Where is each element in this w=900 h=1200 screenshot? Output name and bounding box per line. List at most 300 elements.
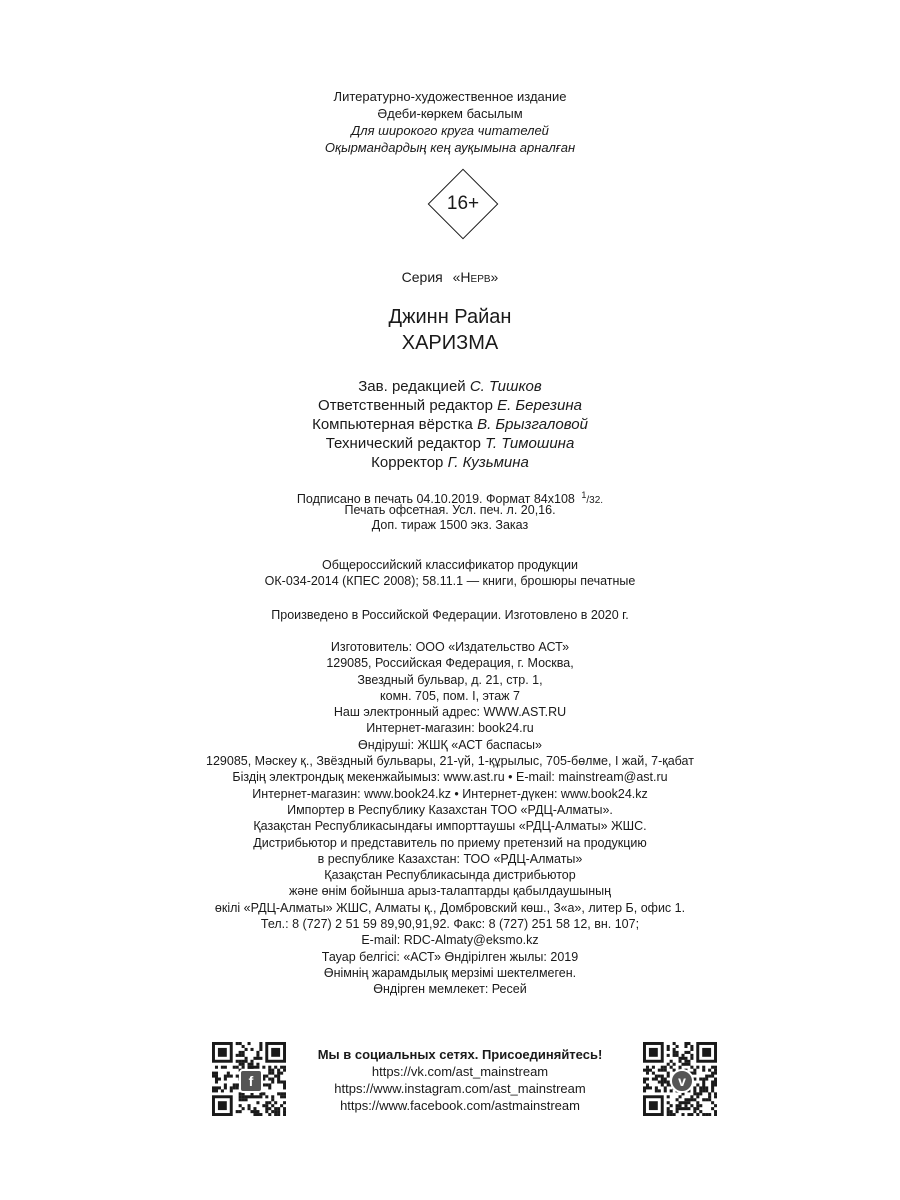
qr-module [702, 1098, 705, 1101]
qr-module [652, 1066, 655, 1069]
qr-module [224, 1078, 227, 1081]
qr-module [259, 1045, 262, 1048]
qr-module [259, 1095, 262, 1098]
qr-module [696, 1095, 699, 1098]
qr-module [681, 1113, 684, 1116]
qr-module [253, 1057, 256, 1060]
qr-module [693, 1092, 696, 1095]
qr-module [256, 1051, 259, 1054]
qr-module [236, 1060, 239, 1063]
qr-module [646, 1066, 649, 1069]
qr-module [714, 1078, 717, 1081]
imprint-line: E-mail: RDC-Almaty@eksmo.kz [361, 933, 539, 948]
qr-module [277, 1110, 280, 1113]
series-name: «Нерв» [452, 269, 499, 285]
qr-module [714, 1083, 717, 1086]
qr-module [658, 1089, 661, 1092]
qr-module [239, 1104, 242, 1107]
qr-module [667, 1113, 670, 1116]
credit-person: В. Брызгаловой [477, 416, 588, 433]
qr-module [224, 1075, 227, 1078]
qr-module [679, 1104, 682, 1107]
qr-module [283, 1101, 286, 1104]
classifier-line-1: Общероссийский классификатор продукции [321, 558, 579, 572]
qr-module [242, 1095, 245, 1098]
qr-module [242, 1054, 245, 1057]
qr-module [253, 1110, 256, 1113]
qr-module [239, 1042, 242, 1045]
book-title: ХАРИЗМА [401, 332, 499, 354]
qr-module [271, 1078, 274, 1081]
qr-module [693, 1098, 696, 1101]
qr-module [652, 1072, 655, 1075]
credit-line [0, 415, 900, 434]
social-link-vk[interactable]: https://vk.com/ast_mainstream [371, 1064, 549, 1079]
qr-module [271, 1104, 274, 1107]
qr-module [274, 1110, 277, 1113]
qr-module [262, 1066, 265, 1069]
qr-module [218, 1078, 221, 1081]
qr-module [667, 1101, 670, 1104]
imprint-line: Тауар белгісі: «АСТ» Өндірілген жылы: 2019 [321, 949, 579, 964]
qr-module [215, 1066, 218, 1069]
qr-module [687, 1113, 690, 1116]
qr-module [661, 1083, 664, 1086]
qr-module [667, 1110, 670, 1113]
qr-module [673, 1048, 676, 1051]
qr-module [643, 1069, 646, 1072]
qr-module [702, 1113, 705, 1116]
imprint-line: Өндіруші: ЖШҚ «АСТ баспасы» [358, 737, 542, 752]
social-block [290, 1046, 630, 1114]
qr-module [711, 1089, 714, 1092]
qr-module [256, 1095, 259, 1098]
qr-module [646, 1078, 649, 1081]
qr-module [711, 1072, 714, 1075]
qr-module [239, 1051, 242, 1054]
qr-module [667, 1083, 670, 1086]
qr-module [690, 1057, 693, 1060]
qr-module [268, 1072, 271, 1075]
qr-module [280, 1080, 283, 1083]
qr-module [283, 1066, 286, 1069]
qr-module [259, 1113, 262, 1116]
qr-module [256, 1054, 259, 1057]
imprint-line: өкілі «РДЦ-Алматы» ЖШС, Алматы қ., Домбровский көш., 3«а», литер Б, офис 1. [214, 900, 686, 915]
qr-module [670, 1066, 673, 1069]
qr-module [676, 1098, 679, 1101]
qr-module [643, 1089, 646, 1092]
qr-module [256, 1101, 259, 1104]
credit-role: Компьютерная вёрстка [312, 416, 473, 433]
qr-module [684, 1057, 687, 1060]
qr-module [690, 1066, 693, 1069]
qr-module [667, 1063, 670, 1066]
qr-module [233, 1086, 236, 1089]
qr-module [667, 1054, 670, 1057]
qr-module [699, 1089, 702, 1092]
imprint-line: Наш электронный адрес: WWW.AST.RU [333, 705, 567, 720]
imprint-line: Тел.: 8 (727) 2 51 59 89,90,91,92. Факс: 8 (727) 251 58 12, вн. 107; [260, 917, 640, 932]
qr-module [711, 1107, 714, 1110]
qr-module [268, 1078, 271, 1081]
imprint-line: Өндірген мемлекет: Ресей [373, 982, 527, 997]
qr-module [248, 1042, 251, 1045]
qr-module [702, 1066, 705, 1069]
qr-module [221, 1089, 224, 1092]
qr-module [646, 1083, 649, 1086]
qr-module [277, 1080, 280, 1083]
qr-module [268, 1066, 271, 1069]
qr-module [643, 1086, 646, 1089]
qr-module [277, 1092, 280, 1095]
qr-module [253, 1107, 256, 1110]
qr-finder [702, 1048, 711, 1057]
qr-module [673, 1051, 676, 1054]
credit-person: С. Тишков [469, 378, 542, 395]
qr-module [245, 1095, 248, 1098]
qr-module [711, 1083, 714, 1086]
qr-module [664, 1069, 667, 1072]
qr-module [280, 1104, 283, 1107]
qr-module [667, 1048, 670, 1051]
qr-module [681, 1107, 684, 1110]
qr-module [711, 1086, 714, 1089]
qr-module [646, 1069, 649, 1072]
qr-module [708, 1098, 711, 1101]
qr-module [687, 1042, 690, 1045]
qr-module [699, 1110, 702, 1113]
qr-module [227, 1072, 230, 1075]
qr-module [658, 1075, 661, 1078]
qr-module [705, 1075, 708, 1078]
qr-module [271, 1072, 274, 1075]
imprint-line: Өнімнің жарамдылық мерзімі шектелмеген. [323, 965, 577, 980]
qr-module [224, 1066, 227, 1069]
qr-module [687, 1063, 690, 1066]
imprint-line: Қазақстан Республикасында дистрибьютор [324, 868, 576, 883]
imprint-line: Звездный бульвар, д. 21, стр. 1, [357, 672, 543, 687]
qr-module [242, 1051, 245, 1054]
qr-module [248, 1107, 251, 1110]
qr-module [676, 1110, 679, 1113]
credit-role: Зав. редакцией [358, 378, 466, 395]
qr-module [667, 1045, 670, 1048]
qr-module [268, 1069, 271, 1072]
qr-module [271, 1098, 274, 1101]
vk-icon: v [670, 1069, 694, 1093]
edition-type-ru: Литературно-художественное издание [333, 89, 567, 104]
qr-module [250, 1060, 253, 1063]
qr-module [696, 1083, 699, 1086]
qr-module [233, 1066, 236, 1069]
qr-module [708, 1092, 711, 1095]
qr-module [705, 1086, 708, 1089]
qr-module [212, 1075, 215, 1078]
qr-module [262, 1092, 265, 1095]
qr-module [265, 1110, 268, 1113]
qr-module [708, 1113, 711, 1116]
qr-module [283, 1107, 286, 1110]
qr-module [277, 1072, 280, 1075]
qr-module [661, 1078, 664, 1081]
qr-module [676, 1107, 679, 1110]
qr-module [714, 1104, 717, 1107]
imprint-line: в республике Казахстан: ТОО «РДЦ-Алматы» [317, 851, 583, 866]
audience-ru: Для широкого круга читателей [351, 123, 549, 138]
qr-module [664, 1078, 667, 1081]
qr-module [224, 1086, 227, 1089]
qr-module [696, 1113, 699, 1116]
qr-module [699, 1086, 702, 1089]
qr-module [265, 1095, 268, 1098]
qr-module [714, 1092, 717, 1095]
qr-module [215, 1089, 218, 1092]
social-link-instagram[interactable]: https://www.instagram.com/ast_mainstream [334, 1081, 586, 1096]
qr-module [690, 1095, 693, 1098]
qr-code-facebook[interactable] [212, 1042, 286, 1116]
qr-module [705, 1113, 708, 1116]
qr-module [702, 1086, 705, 1089]
qr-module [245, 1057, 248, 1060]
author-name: Джинн Райан [388, 306, 512, 328]
imprint-line: Қазақстан Республикасындағы импорттаушы «РДЦ-Алматы» ЖШС. [253, 819, 647, 834]
qr-module [274, 1107, 277, 1110]
qr-module [711, 1066, 714, 1069]
qr-module [661, 1075, 664, 1078]
qr-module [714, 1095, 717, 1098]
qr-module [224, 1083, 227, 1086]
qr-module [655, 1086, 658, 1089]
series-label: Серия [401, 269, 443, 285]
qr-module [248, 1095, 251, 1098]
credit-line [0, 434, 900, 453]
qr-module [690, 1104, 693, 1107]
qr-module [268, 1101, 271, 1104]
credit-line [0, 377, 900, 396]
qr-module [643, 1080, 646, 1083]
qr-module [265, 1107, 268, 1110]
qr-module [684, 1104, 687, 1107]
print-line-3: Доп. тираж 1500 экз. Заказ [371, 518, 529, 532]
qr-module [283, 1110, 286, 1113]
qr-module [655, 1089, 658, 1092]
qr-module [673, 1063, 676, 1066]
qr-module [681, 1054, 684, 1057]
qr-module [250, 1095, 253, 1098]
qr-module [664, 1080, 667, 1083]
qr-module [239, 1095, 242, 1098]
qr-module [233, 1083, 236, 1086]
qr-module [277, 1078, 280, 1081]
qr-module [670, 1089, 673, 1092]
qr-module [673, 1042, 676, 1045]
qr-module [690, 1048, 693, 1051]
qr-module [673, 1113, 676, 1116]
qr-module [271, 1069, 274, 1072]
qr-module [250, 1048, 253, 1051]
qr-module [670, 1104, 673, 1107]
qr-module [684, 1042, 687, 1045]
qr-module [696, 1092, 699, 1095]
qr-module [212, 1089, 215, 1092]
qr-module [658, 1069, 661, 1072]
qr-module [227, 1075, 230, 1078]
qr-module [256, 1110, 259, 1113]
credits-block [0, 377, 900, 472]
qr-module [245, 1060, 248, 1063]
qr-module [280, 1066, 283, 1069]
production-info: Произведено в Российской Федерации. Изготовлено в 2020 г. [271, 608, 629, 622]
qr-module [684, 1107, 687, 1110]
qr-module [250, 1063, 253, 1066]
qr-module [670, 1060, 673, 1063]
qr-module [708, 1095, 711, 1098]
edition-type-kz: Әдеби-көркем басылым [377, 106, 523, 121]
qr-module [212, 1086, 215, 1089]
qr-module [262, 1104, 265, 1107]
qr-module [705, 1078, 708, 1081]
qr-module [256, 1057, 259, 1060]
qr-module [714, 1113, 717, 1116]
credit-role: Корректор [371, 454, 444, 471]
qr-module [239, 1060, 242, 1063]
qr-module [702, 1083, 705, 1086]
qr-module [667, 1075, 670, 1078]
qr-module [649, 1069, 652, 1072]
qr-module [283, 1092, 286, 1095]
qr-module [250, 1110, 253, 1113]
qr-module [265, 1104, 268, 1107]
qr-module [215, 1078, 218, 1081]
qr-module [684, 1101, 687, 1104]
qr-module [277, 1113, 280, 1116]
qr-module [283, 1083, 286, 1086]
imprint-line: Дистрибьютор и представитель по приему претензий на продукцию [253, 835, 647, 850]
qr-module [714, 1069, 717, 1072]
qr-module [693, 1107, 696, 1110]
qr-module [705, 1089, 708, 1092]
qr-module [699, 1092, 702, 1095]
qr-module [690, 1098, 693, 1101]
qr-module [215, 1072, 218, 1075]
credit-person: Е. Березина [497, 397, 582, 414]
print-line-2: Печать офсетная. Усл. печ. л. 20,16. [344, 503, 556, 517]
qr-module [676, 1054, 679, 1057]
qr-module [230, 1089, 233, 1092]
qr-module [646, 1072, 649, 1075]
qr-module [230, 1086, 233, 1089]
qr-module [664, 1086, 667, 1089]
qr-module [684, 1063, 687, 1066]
qr-module [711, 1075, 714, 1078]
qr-module [215, 1080, 218, 1083]
qr-module [215, 1086, 218, 1089]
qr-module [259, 1057, 262, 1060]
qr-module [696, 1104, 699, 1107]
qr-module [711, 1101, 714, 1104]
imprint-block [0, 639, 900, 998]
qr-module [673, 1054, 676, 1057]
qr-module [265, 1083, 268, 1086]
qr-module [681, 1063, 684, 1066]
qr-module [268, 1083, 271, 1086]
qr-module [699, 1078, 702, 1081]
imprint-line: Интернет-магазин: book24.ru [366, 721, 534, 736]
qr-module [687, 1107, 690, 1110]
imprint-line: комн. 705, пом. I, этаж 7 [380, 688, 520, 703]
qr-module [714, 1066, 717, 1069]
qr-module [230, 1075, 233, 1078]
qr-module [283, 1069, 286, 1072]
qr-module [271, 1095, 274, 1098]
credit-line [0, 396, 900, 415]
qr-module [679, 1057, 682, 1060]
social-link-facebook[interactable]: https://www.facebook.com/astmainstream [340, 1098, 580, 1113]
qr-module [652, 1078, 655, 1081]
qr-module [699, 1104, 702, 1107]
qr-module [268, 1107, 271, 1110]
qr-module [218, 1086, 221, 1089]
qr-module [676, 1104, 679, 1107]
age-rating-badge [427, 168, 499, 240]
imprint-line: 129085, Мәскеу қ., Звёздный бульвары, 21-үй, 1-құрылыс, 705-бөлме, I жай, 7-қабат [206, 754, 694, 769]
qr-module [693, 1110, 696, 1113]
qr-module [245, 1098, 248, 1101]
credit-role: Технический редактор [325, 435, 481, 452]
qr-module [658, 1080, 661, 1083]
qr-module [661, 1069, 664, 1072]
qr-module [684, 1098, 687, 1101]
qr-module [277, 1107, 280, 1110]
qr-module [271, 1110, 274, 1113]
qr-module [693, 1086, 696, 1089]
qr-module [236, 1110, 239, 1113]
qr-module [655, 1075, 658, 1078]
qr-module [661, 1066, 664, 1069]
qr-module [256, 1113, 259, 1116]
qr-module [221, 1066, 224, 1069]
qr-module [236, 1066, 239, 1069]
qr-module [696, 1101, 699, 1104]
qr-module [667, 1072, 670, 1075]
qr-module [655, 1078, 658, 1081]
qr-module [643, 1078, 646, 1081]
age-rating-text: 16+ [446, 193, 480, 214]
format-fraction-numerator: 1 [581, 490, 587, 500]
qr-module [667, 1107, 670, 1110]
qr-module [236, 1042, 239, 1045]
series-line [0, 268, 900, 286]
qr-module [714, 1110, 717, 1113]
qr-module [283, 1080, 286, 1083]
qr-module [681, 1057, 684, 1060]
qr-module [277, 1075, 280, 1078]
qr-module [684, 1060, 687, 1063]
imprint-line: Интернет-магазин: www.book24.kz • Интернет-дүкен: www.book24.kz [252, 786, 648, 801]
qr-module [274, 1101, 277, 1104]
qr-module [705, 1098, 708, 1101]
credit-person: Г. Кузьмина [447, 454, 529, 471]
qr-module [702, 1089, 705, 1092]
qr-code-vk[interactable] [643, 1042, 717, 1116]
qr-module [714, 1072, 717, 1075]
qr-module [679, 1060, 682, 1063]
qr-module [248, 1063, 251, 1066]
qr-module [702, 1080, 705, 1083]
qr-module [274, 1075, 277, 1078]
qr-module [708, 1069, 711, 1072]
